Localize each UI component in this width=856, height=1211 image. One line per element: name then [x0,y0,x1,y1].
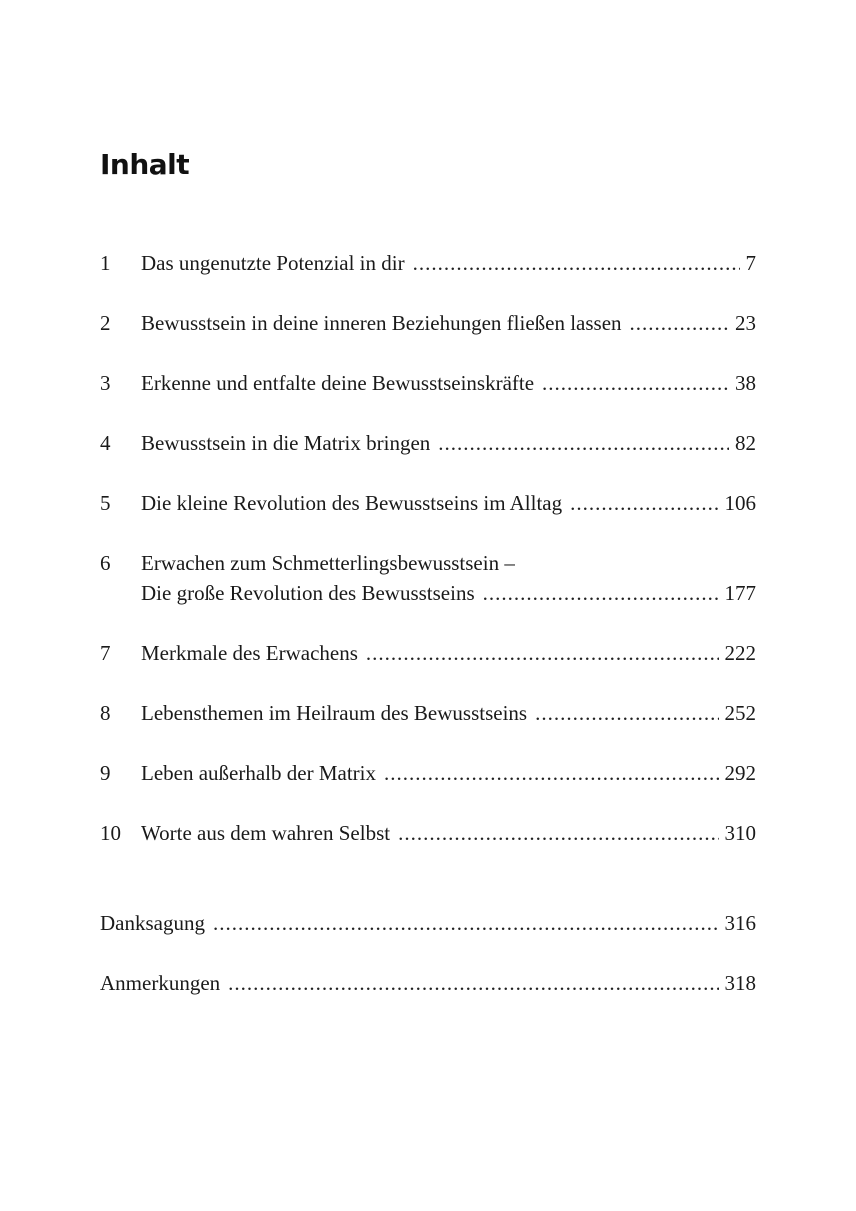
chapter-number: 3 [100,371,111,395]
page-number: 177 [724,581,756,605]
page-number: 310 [724,821,756,845]
dot-leader [398,818,718,848]
table-of-contents [100,248,756,1028]
page-title: Inhalt [100,148,190,181]
dot-leader [213,908,719,938]
chapter-title: Die kleine Revolution des Bewusstseins im Alltag [141,491,563,515]
page-number: 316 [724,911,756,935]
chapter-number: 6 [100,551,111,575]
dot-leader [535,698,718,728]
chapter-number: 9 [100,761,111,785]
toc-entry-8[interactable] [100,698,756,728]
chapter-title: Leben außerhalb der Matrix [141,761,376,785]
dot-leader [384,758,719,788]
chapter-title-line-2: Die große Revolution des Bewusstseins [141,581,475,605]
toc-entry-1[interactable] [100,248,756,278]
toc-entry-7[interactable] [100,638,756,668]
dot-leader [630,308,729,338]
chapter-number: 1 [100,251,111,275]
section-spacer [100,878,756,908]
toc-entry-9[interactable] [100,758,756,788]
toc-entry-10[interactable] [100,818,756,848]
dot-leader [483,578,719,608]
chapter-title: Merkmale des Erwachens [141,641,358,665]
chapter-title: Bewusstsein in deine inneren Beziehungen fließen lassen [141,311,622,335]
dot-leader [542,368,729,398]
dot-leader [366,638,719,668]
chapter-title-line-1: Erwachen zum Schmetterlingsbewusstsein – [141,551,515,575]
page-number: 106 [724,491,756,515]
chapter-number: 5 [100,491,111,515]
chapter-number: 7 [100,641,111,665]
chapter-number: 4 [100,431,111,455]
page-number: 7 [745,251,756,275]
toc-entry-3[interactable] [100,368,756,398]
chapter-title: Das ungenutzte Potenzial in dir [141,251,405,275]
page-number: 38 [735,371,756,395]
dot-leader [570,488,718,518]
section-title: Anmerkungen [100,971,221,995]
toc-entry-anmerkungen[interactable] [100,968,756,998]
dot-leader [228,968,718,998]
dot-leader [413,248,740,278]
page-number: 292 [724,761,756,785]
chapter-title: Worte aus dem wahren Selbst [141,821,391,845]
chapter-title: Lebensthemen im Heilraum des Bewusstseins [141,701,528,725]
toc-entry-4[interactable] [100,428,756,458]
toc-entry-2[interactable] [100,308,756,338]
toc-entry-5[interactable] [100,488,756,518]
dot-leader [438,428,729,458]
chapter-title: Erkenne und entfalte deine Bewusstseinskräfte [141,371,535,395]
chapter-number: 8 [100,701,111,725]
chapter-number: 2 [100,311,111,335]
page-number: 252 [724,701,756,725]
page-number: 222 [724,641,756,665]
toc-entry-danksagung[interactable] [100,908,756,938]
chapter-title: Bewusstsein in die Matrix bringen [141,431,431,455]
chapter-number: 10 [100,821,121,845]
page-number: 318 [724,971,756,995]
section-title: Danksagung [100,911,205,935]
page-number: 82 [735,431,756,455]
toc-entry-6[interactable] [100,548,756,608]
page-number: 23 [735,311,756,335]
